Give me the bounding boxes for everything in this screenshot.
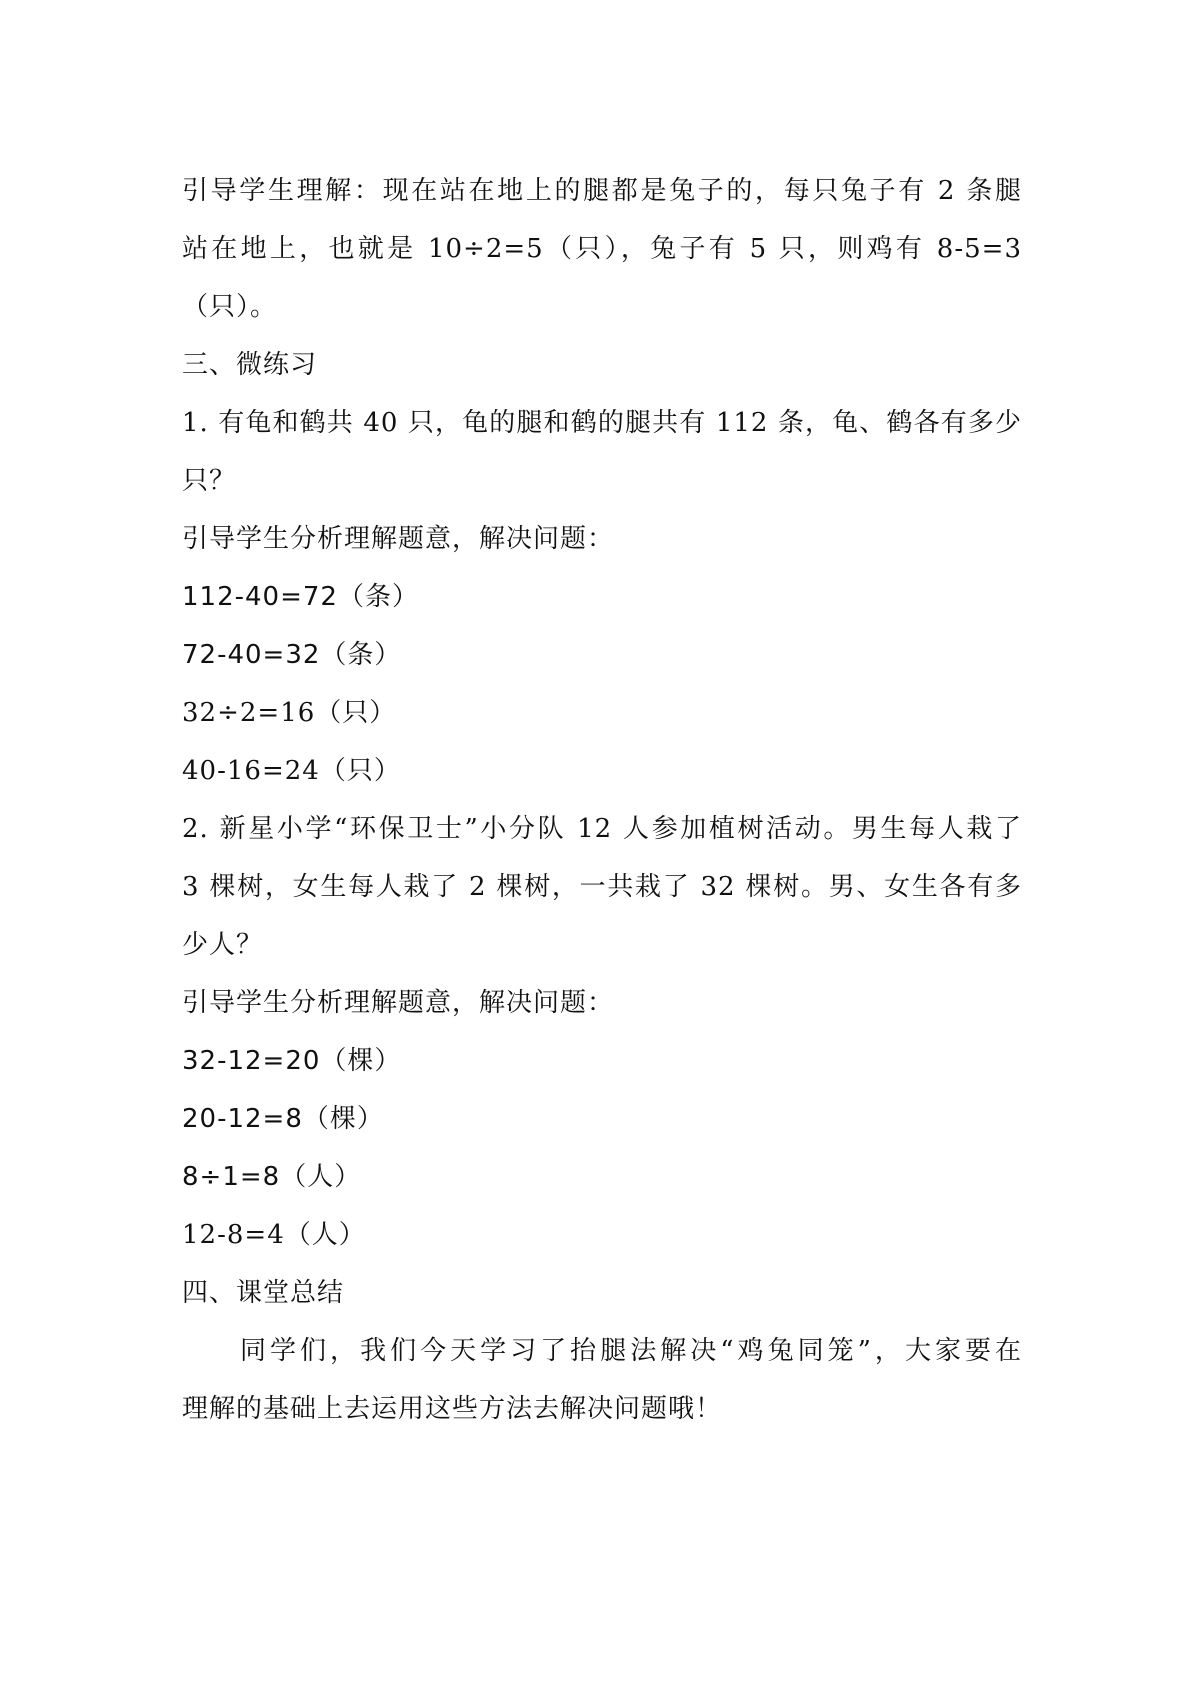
equation-line: 32-12=20（棵） <box>182 1046 402 1076</box>
summary-paragraph: 同学们，我们今天学习了抬腿法解决“鸡兔同笼”，大家要在 <box>240 1336 1022 1366</box>
section-heading: 三、微练习 <box>182 350 318 380</box>
equation-line: 112-40=72（条） <box>182 582 419 612</box>
guidance-text: 引导学生分析理解题意，解决问题： <box>182 988 615 1018</box>
equation-line: 72-40=32（条） <box>182 640 402 670</box>
exercise-question: 只？ <box>182 466 237 496</box>
exercise-question: 2. 新星小学“环保卫士”小分队 12 人参加植树活动。男生每人栽了 <box>182 814 1022 844</box>
equation-line: 40-16=24（只） <box>182 756 401 786</box>
exercise-question: 1. 有龟和鹤共 40 只，龟的腿和鹤的腿共有 112 条，龟、鹤各有多少 <box>182 408 1022 438</box>
equation-line: 32÷2=16（只） <box>182 698 397 728</box>
paragraph-line: 站在地上，也就是 10÷2=5（只），兔子有 5 只，则鸡有 8-5=3 <box>182 234 1022 264</box>
section-heading: 四、课堂总结 <box>182 1278 345 1308</box>
exercise-question: 3 棵树，女生每人栽了 2 棵树，一共栽了 32 棵树。男、女生各有多 <box>182 872 1022 902</box>
paragraph-line: 引导学生理解：现在站在地上的腿都是兔子的，每只兔子有 2 条腿 <box>182 176 1022 206</box>
paragraph-line: （只）。 <box>182 292 278 322</box>
guidance-text: 引导学生分析理解题意，解决问题： <box>182 524 615 554</box>
summary-paragraph: 理解的基础上去运用这些方法去解决问题哦！ <box>182 1394 723 1424</box>
exercise-question: 少人？ <box>182 930 264 960</box>
equation-line: 12-8=4（人） <box>182 1220 366 1250</box>
equation-line: 8÷1=8（人） <box>182 1162 362 1192</box>
equation-line: 20-12=8（棵） <box>182 1104 384 1134</box>
